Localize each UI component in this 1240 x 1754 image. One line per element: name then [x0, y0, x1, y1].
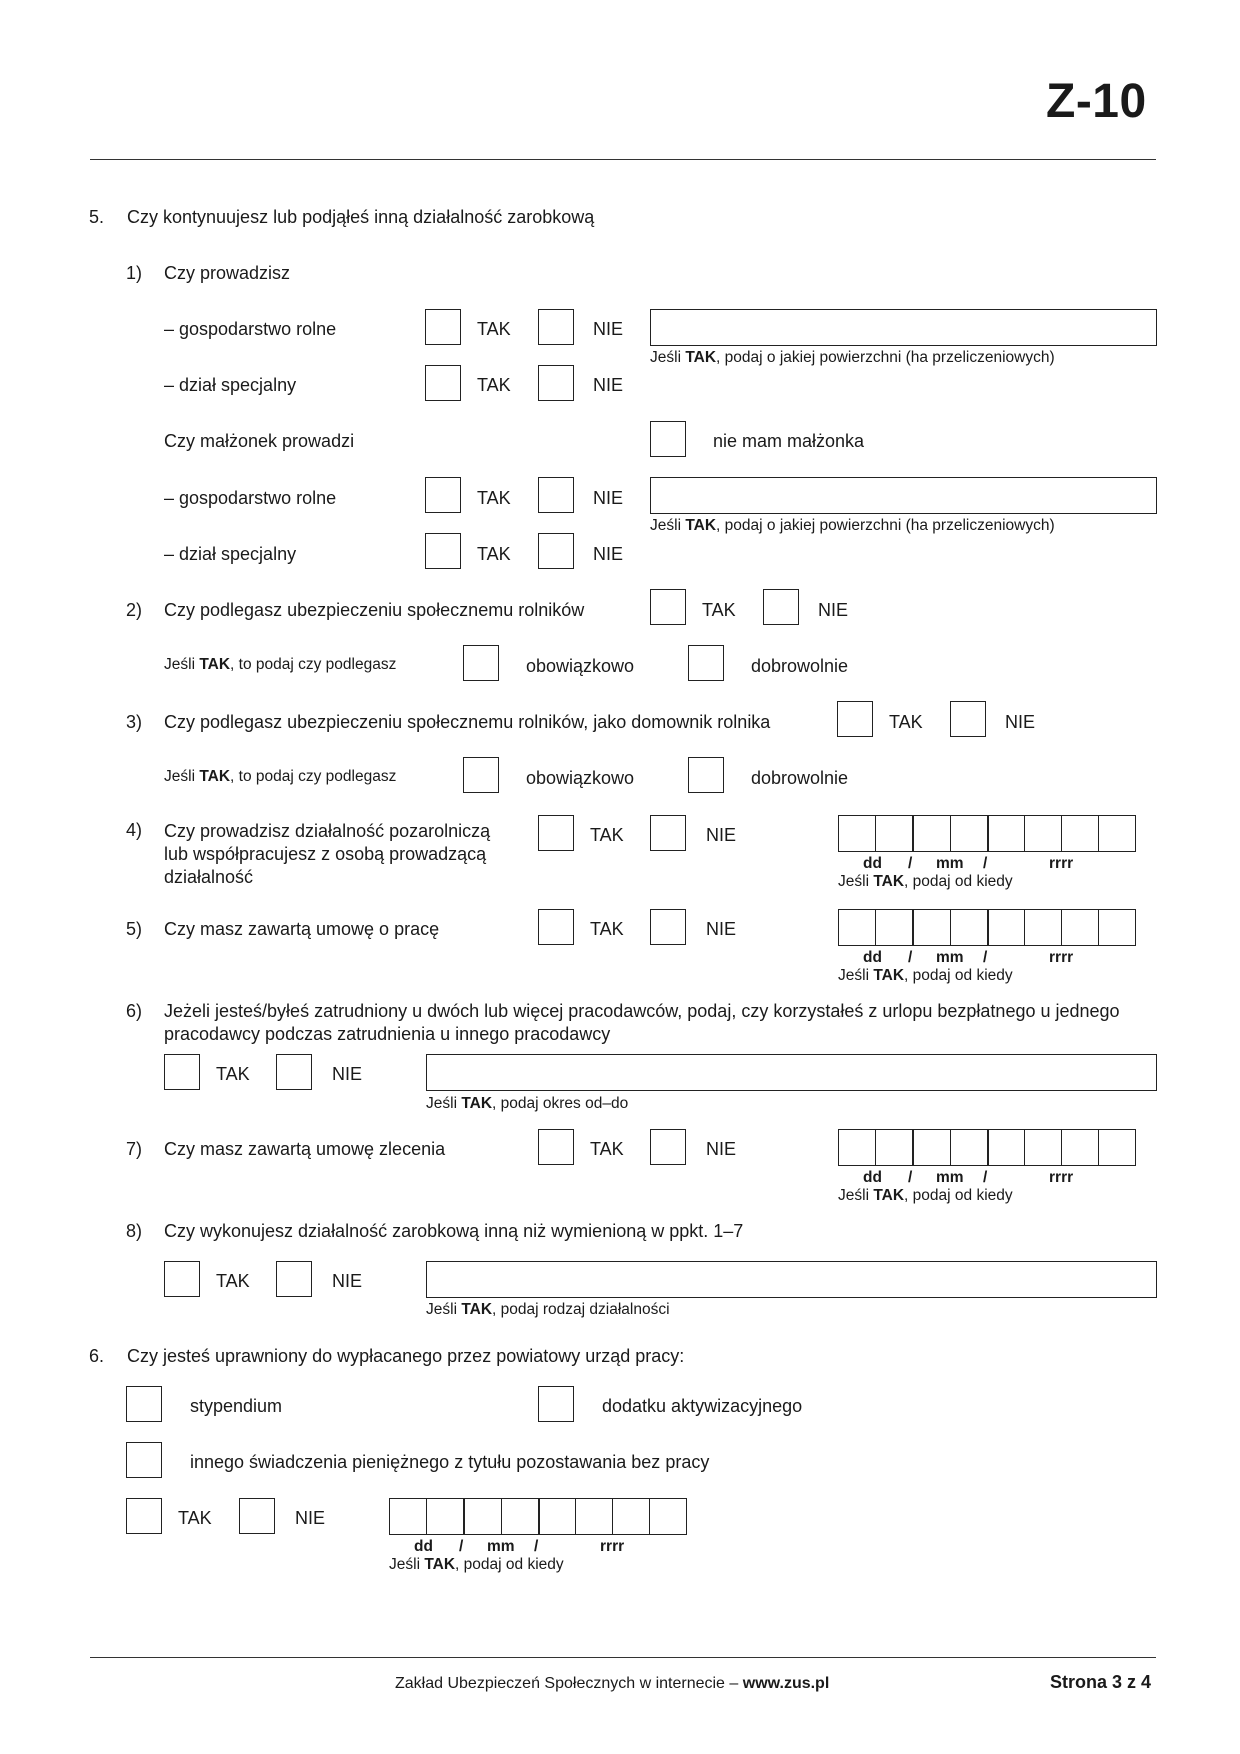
- spouse-question: Czy małżonek prowadzi: [164, 431, 355, 451]
- s6-date-dd: dd: [414, 1538, 433, 1555]
- footer-divider: [90, 1657, 1156, 1658]
- q7-no-checkbox[interactable]: [650, 1129, 686, 1165]
- q7-date-slash2: /: [983, 1169, 988, 1186]
- q7-date-mm: mm: [936, 1169, 964, 1186]
- farm-label: – gospodarstwo rolne: [164, 319, 337, 339]
- spouse-farm-no-label: NIE: [593, 488, 624, 508]
- s6-yes-checkbox[interactable]: [126, 1498, 162, 1534]
- q2-yes-checkbox[interactable]: [650, 589, 686, 625]
- spouse-special-label: – dział specjalny: [164, 544, 297, 564]
- q3-question: Czy podlegasz ubezpieczeniu społecznemu rolników, jako domownik rolnika: [164, 712, 771, 732]
- q3-number: 3): [126, 712, 143, 732]
- q5-date-slash2: /: [983, 949, 988, 966]
- s6-date-slash2: /: [534, 1538, 539, 1555]
- activation-label: dodatku aktywizacyjnego: [602, 1396, 803, 1416]
- q7-since-note: Jeśli TAK, podaj od kiedy: [838, 1187, 1013, 1204]
- q3-no-label: NIE: [1005, 712, 1036, 732]
- q4-yes-label: TAK: [590, 825, 624, 845]
- farm-no-checkbox[interactable]: [538, 309, 574, 345]
- q6-number: 6): [126, 1001, 143, 1021]
- q3-yes-checkbox[interactable]: [837, 701, 873, 737]
- s6-date-slash1: /: [459, 1538, 464, 1555]
- q6-period-field[interactable]: [426, 1054, 1157, 1091]
- farm-area-field[interactable]: [650, 309, 1157, 346]
- q5-date-dd: dd: [863, 949, 882, 966]
- special-no-checkbox[interactable]: [538, 365, 574, 401]
- q7-date-slash1: /: [908, 1169, 913, 1186]
- spouse-farm-yes-checkbox[interactable]: [425, 477, 461, 513]
- spouse-special-yes-checkbox[interactable]: [425, 533, 461, 569]
- q3-mandatory-checkbox[interactable]: [463, 757, 499, 793]
- q4-no-checkbox[interactable]: [650, 815, 686, 851]
- q3-subject-note: Jeśli TAK, to podaj czy podlegasz: [164, 768, 397, 785]
- section-6-question: Czy jesteś uprawniony do wypłacanego przez powiatowy urząd pracy:: [127, 1346, 685, 1366]
- q5-date-mm: mm: [936, 949, 964, 966]
- q8-no-checkbox[interactable]: [276, 1261, 312, 1297]
- q7-date-yyyy: rrrr: [1049, 1169, 1074, 1186]
- q7-date-grid[interactable]: [838, 1129, 1136, 1166]
- q6-no-checkbox[interactable]: [276, 1054, 312, 1090]
- q4-line2: lub współpracujesz z osobą prowadzącą: [164, 844, 487, 864]
- q8-activity-field[interactable]: [426, 1261, 1157, 1298]
- q5-date-slash1: /: [908, 949, 913, 966]
- q2-mandatory-label: obowiązkowo: [526, 656, 635, 676]
- s6-date-grid[interactable]: [389, 1498, 687, 1535]
- spouse-farm-no-checkbox[interactable]: [538, 477, 574, 513]
- q4-date-grid[interactable]: [838, 815, 1136, 852]
- q3-mandatory-label: obowiązkowo: [526, 768, 635, 788]
- q8-yes-checkbox[interactable]: [164, 1261, 200, 1297]
- s6-no-label: NIE: [295, 1508, 326, 1528]
- other-benefit-checkbox[interactable]: [126, 1442, 162, 1478]
- q5-question: Czy masz zawartą umowę o pracę: [164, 919, 440, 939]
- q7-number: 7): [126, 1139, 143, 1159]
- no-spouse-label: nie mam małżonka: [713, 431, 865, 451]
- q4-since-note: Jeśli TAK, podaj od kiedy: [838, 873, 1013, 890]
- s6-date-mm: mm: [487, 1538, 515, 1555]
- q5-number: 5): [126, 919, 143, 939]
- q3-no-checkbox[interactable]: [950, 701, 986, 737]
- q6-line1: Jeżeli jesteś/byłeś zatrudniony u dwóch lub więcej pracodawców, podaj, czy korzystałeś z urlopu bezpłatnego u jednego: [164, 1001, 1120, 1021]
- section-5-number: 5.: [89, 207, 105, 227]
- q5-no-label: NIE: [706, 919, 737, 939]
- q8-number: 8): [126, 1221, 143, 1241]
- footer-text: Zakład Ubezpieczeń Społecznych w internecie – www.zus.pl: [395, 1675, 830, 1692]
- q2-no-checkbox[interactable]: [763, 589, 799, 625]
- q3-yes-label: TAK: [889, 712, 923, 732]
- special-yes-label: TAK: [477, 375, 511, 395]
- special-label: – dział specjalny: [164, 375, 297, 395]
- farm-yes-checkbox[interactable]: [425, 309, 461, 345]
- q7-no-label: NIE: [706, 1139, 737, 1159]
- q2-number: 2): [126, 600, 143, 620]
- farm-yes-label: TAK: [477, 319, 511, 339]
- q7-yes-label: TAK: [590, 1139, 624, 1159]
- q4-number: 4): [126, 820, 143, 840]
- q7-yes-checkbox[interactable]: [538, 1129, 574, 1165]
- q8-yes-label: TAK: [216, 1271, 250, 1291]
- footer-link[interactable]: www.zus.pl: [742, 1675, 830, 1692]
- q8-activity-note: Jeśli TAK, podaj rodzaj działalności: [426, 1301, 670, 1318]
- spouse-farm-area-field[interactable]: [650, 477, 1157, 514]
- page-number: Strona 3 z 4: [1050, 1672, 1152, 1692]
- s6-date-yyyy: rrrr: [600, 1538, 625, 1555]
- q1-number: 1): [126, 263, 143, 283]
- q4-date-yyyy: rrrr: [1049, 855, 1074, 872]
- q2-voluntary-label: dobrowolnie: [751, 656, 849, 676]
- form-code: Z-10: [1046, 75, 1147, 128]
- stipend-checkbox[interactable]: [126, 1386, 162, 1422]
- activation-checkbox[interactable]: [538, 1386, 574, 1422]
- q5-date-yyyy: rrrr: [1049, 949, 1074, 966]
- q6-line2: pracodawcy podczas zatrudnienia u innego pracodawcy: [164, 1024, 611, 1044]
- q4-date-dd: dd: [863, 855, 882, 872]
- q2-no-label: NIE: [818, 600, 849, 620]
- q6-no-label: NIE: [332, 1064, 363, 1084]
- q5-yes-label: TAK: [590, 919, 624, 939]
- q4-date-mm: mm: [936, 855, 964, 872]
- q5-yes-checkbox[interactable]: [538, 909, 574, 945]
- q4-line3: działalność: [164, 867, 254, 887]
- q2-mandatory-checkbox[interactable]: [463, 645, 499, 681]
- q8-question: Czy wykonujesz działalność zarobkową inną niż wymienioną w ppkt. 1–7: [164, 1221, 744, 1241]
- q5-no-checkbox[interactable]: [650, 909, 686, 945]
- special-yes-checkbox[interactable]: [425, 365, 461, 401]
- spouse-farm-label: – gospodarstwo rolne: [164, 488, 337, 508]
- no-spouse-checkbox[interactable]: [650, 421, 686, 457]
- s6-no-checkbox[interactable]: [239, 1498, 275, 1534]
- spouse-farm-area-note: Jeśli TAK, podaj o jakiej powierzchni (ha przeliczeniowych): [650, 517, 1055, 534]
- special-no-label: NIE: [593, 375, 624, 395]
- q2-question: Czy podlegasz ubezpieczeniu społecznemu rolników: [164, 600, 585, 620]
- q4-date-slash2: /: [983, 855, 988, 872]
- stipend-label: stypendium: [190, 1396, 283, 1416]
- q1-question: Czy prowadzisz: [164, 263, 291, 283]
- q4-yes-checkbox[interactable]: [538, 815, 574, 851]
- q5-since-note: Jeśli TAK, podaj od kiedy: [838, 967, 1013, 984]
- q2-yes-label: TAK: [702, 600, 736, 620]
- s6-yes-label: TAK: [178, 1508, 212, 1528]
- section-5-question: Czy kontynuujesz lub podjąłeś inną działalność zarobkową: [127, 207, 595, 227]
- q3-voluntary-label: dobrowolnie: [751, 768, 849, 788]
- q6-yes-checkbox[interactable]: [164, 1054, 200, 1090]
- q6-period-note: Jeśli TAK, podaj okres od–do: [426, 1095, 629, 1112]
- farm-area-note: Jeśli TAK, podaj o jakiej powierzchni (ha przeliczeniowych): [650, 349, 1055, 366]
- q7-date-dd: dd: [863, 1169, 882, 1186]
- q3-voluntary-checkbox[interactable]: [688, 757, 724, 793]
- q6-yes-label: TAK: [216, 1064, 250, 1084]
- q4-line1: Czy prowadzisz działalność pozarolniczą: [164, 821, 491, 841]
- q5-date-grid[interactable]: [838, 909, 1136, 946]
- q4-date-slash1: /: [908, 855, 913, 872]
- other-benefit-label: innego świadczenia pieniężnego z tytułu pozostawania bez pracy: [190, 1452, 710, 1472]
- spouse-farm-yes-label: TAK: [477, 488, 511, 508]
- q2-subject-note: Jeśli TAK, to podaj czy podlegasz: [164, 656, 397, 673]
- q7-question: Czy masz zawartą umowę zlecenia: [164, 1139, 446, 1159]
- s6-since-note: Jeśli TAK, podaj od kiedy: [389, 1556, 564, 1573]
- header-divider: [90, 159, 1156, 160]
- spouse-special-yes-label: TAK: [477, 544, 511, 564]
- spouse-special-no-checkbox[interactable]: [538, 533, 574, 569]
- q8-no-label: NIE: [332, 1271, 363, 1291]
- section-6-number: 6.: [89, 1346, 105, 1366]
- q2-voluntary-checkbox[interactable]: [688, 645, 724, 681]
- spouse-special-no-label: NIE: [593, 544, 624, 564]
- farm-no-label: NIE: [593, 319, 624, 339]
- q4-no-label: NIE: [706, 825, 737, 845]
